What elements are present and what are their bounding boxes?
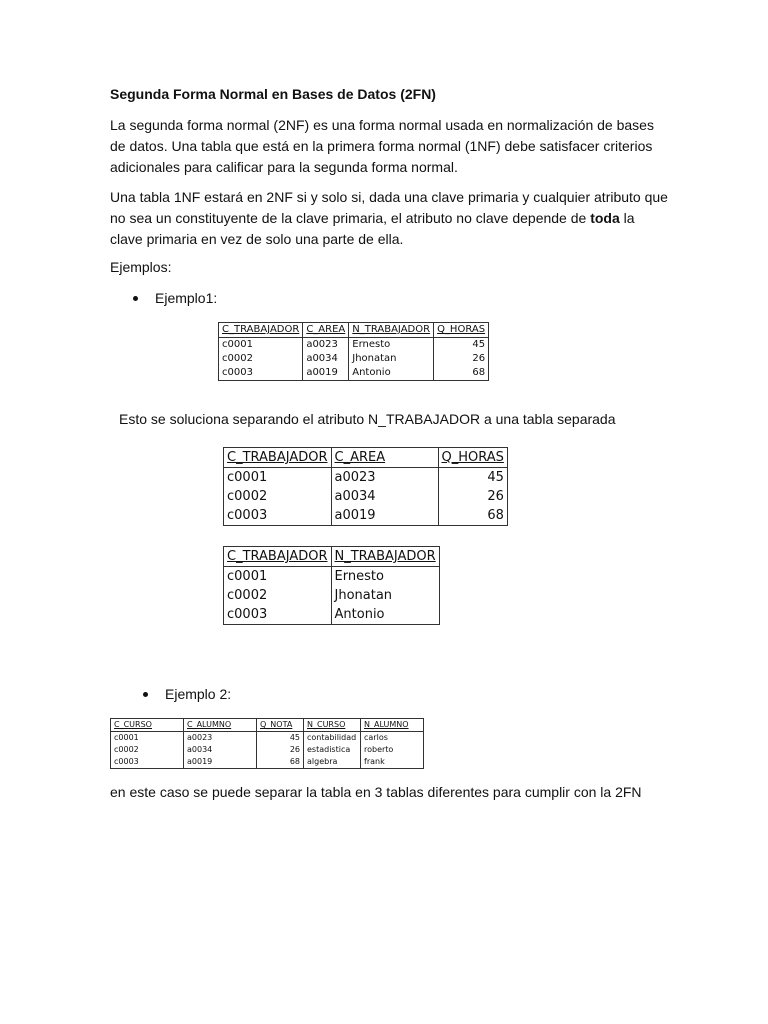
paragraph-2nf-rule-start: Una tabla 1NF estará en 2NF si y solo si, dada una clave primaria y cualquier atributo que no sea un constituyente de la clave primaria, el atributo no clave depende de <box>110 189 668 226</box>
table-cell: 45 <box>438 468 507 488</box>
table-cell: Jhonatan <box>331 586 439 605</box>
table-cell: 26 <box>434 352 489 366</box>
table-cell: c0002 <box>224 586 332 605</box>
bullet-ejemplo1 <box>133 290 217 306</box>
table-cell: estadistica <box>304 744 361 756</box>
table-cell: roberto <box>361 744 424 756</box>
table-cell: c0001 <box>224 567 332 587</box>
table-header-cell: C_ALUMNO <box>184 719 257 732</box>
table-cell: Antonio <box>349 366 434 381</box>
table-cell: a0034 <box>303 352 349 366</box>
table-header-cell: C_TRABAJADOR <box>219 323 303 338</box>
table-row <box>224 605 440 625</box>
table-header-cell: C_AREA <box>303 323 349 338</box>
table-row <box>224 506 508 526</box>
ejemplo1-label: Ejemplo1: <box>155 290 218 306</box>
table-header-cell: C_TRABAJADOR <box>224 547 332 567</box>
table-row <box>111 756 424 769</box>
table-header-cell: Q_NOTA <box>257 719 304 732</box>
paragraph-2nf-rule <box>110 187 670 250</box>
table-cell: c0001 <box>219 338 303 353</box>
table-cell: 26 <box>257 744 304 756</box>
table-header-cell: N_CURSO <box>304 719 361 732</box>
table-row <box>224 487 508 506</box>
table-header-cell: N_TRABAJADOR <box>349 323 434 338</box>
table-cell: 68 <box>438 506 507 526</box>
table-cell: c0002 <box>219 352 303 366</box>
table-cell: a0023 <box>331 468 438 488</box>
table-row <box>224 586 440 605</box>
table-cell: a0034 <box>331 487 438 506</box>
table-row <box>224 468 508 488</box>
table-header-row <box>111 719 424 732</box>
table-cell: a0019 <box>184 756 257 769</box>
paragraph-2nf-rule-bold: toda <box>590 210 620 226</box>
table-trabajador-area <box>223 447 508 526</box>
table-cell: c0003 <box>224 605 332 625</box>
table-cell: Ernesto <box>331 567 439 587</box>
table-cell: a0023 <box>184 732 257 745</box>
table-cell: a0034 <box>184 744 257 756</box>
table-header-cell: C_TRABAJADOR <box>224 448 332 468</box>
table-cell: algebra <box>304 756 361 769</box>
table-row <box>111 732 424 745</box>
table-header-cell: N_TRABAJADOR <box>331 547 439 567</box>
solucion-text: Esto se soluciona separando el atributo N_TRABAJADOR a una tabla separada <box>119 411 616 427</box>
table-row <box>111 744 424 756</box>
table-cell: 26 <box>438 487 507 506</box>
table-cell: c0001 <box>224 468 332 488</box>
table-header-cell: Q_HORAS <box>434 323 489 338</box>
table-cell: Jhonatan <box>349 352 434 366</box>
table-cell: 45 <box>257 732 304 745</box>
table-row <box>219 352 489 366</box>
document-title: Segunda Forma Normal en Bases de Datos (2FN) <box>110 86 436 102</box>
table-header-cell: N_ALUMNO <box>361 719 424 732</box>
table-cell: contabilidad <box>304 732 361 745</box>
bullet-dot-icon <box>143 692 148 697</box>
table-cell: a0019 <box>303 366 349 381</box>
table-header-cell: C_AREA <box>331 448 438 468</box>
table-cell: a0019 <box>331 506 438 526</box>
table-cell: c0002 <box>111 744 184 756</box>
table-row <box>224 567 440 587</box>
paragraph-2nf-rule-end: la clave primaria en vez de solo una parte de ella. <box>110 210 635 247</box>
table-cell: c0001 <box>111 732 184 745</box>
bullet-dot-icon <box>133 296 138 301</box>
ejemplos-label: Ejemplos: <box>110 259 172 275</box>
table-header-cell: C_CURSO <box>111 719 184 732</box>
table-row <box>219 366 489 381</box>
table-cell: frank <box>361 756 424 769</box>
table-header-cell: Q_HORAS <box>438 448 507 468</box>
table-cell: a0023 <box>303 338 349 353</box>
ejemplo2-label: Ejemplo 2: <box>165 686 232 702</box>
table-header-row <box>224 448 508 468</box>
table-cell: 68 <box>257 756 304 769</box>
table-header-row <box>224 547 440 567</box>
table-ejemplo2 <box>110 718 424 769</box>
table-cell: Antonio <box>331 605 439 625</box>
table-cell: carlos <box>361 732 424 745</box>
table-cell: c0003 <box>224 506 332 526</box>
table-cell: c0003 <box>219 366 303 381</box>
table-header-row <box>219 323 489 338</box>
paragraph-2nf-definition: La segunda forma normal (2NF) es una forma normal usada en normalización de bases de datos. Una tabla que está en la primera forma normal (1NF) debe satisfacer criterios adicionales para calificar para la segunda forma normal. <box>110 117 654 175</box>
table-trabajador-nombre <box>223 546 440 625</box>
bullet-ejemplo2 <box>143 686 231 702</box>
table-row <box>219 338 489 353</box>
table-ejemplo1 <box>218 322 489 381</box>
table-cell: c0003 <box>111 756 184 769</box>
table-cell: 45 <box>434 338 489 353</box>
paragraph-conclusion: en este caso se puede separar la tabla en 3 tablas diferentes para cumplir con la 2FN <box>110 784 642 800</box>
table-cell: 68 <box>434 366 489 381</box>
table-cell: Ernesto <box>349 338 434 353</box>
table-cell: c0002 <box>224 487 332 506</box>
